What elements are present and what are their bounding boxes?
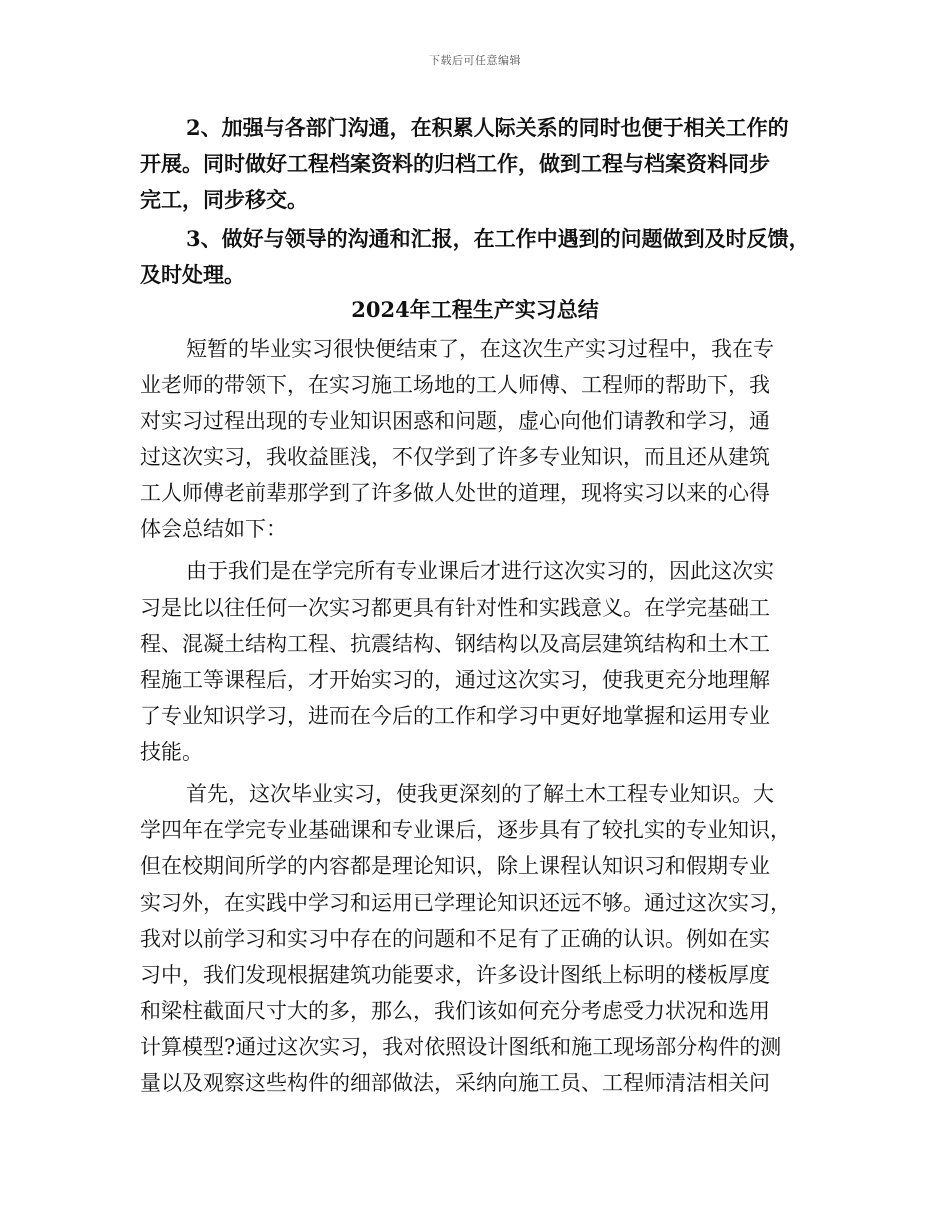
paragraph-line: 实习外，在实践中学习和运用已学理论知识还远不够。通过这次实习，	[140, 891, 791, 915]
paragraph-line: 首先，这次毕业实习，使我更深刻的了解土木工程专业知识。大	[186, 782, 774, 806]
paragraph-line: 程施工等课程后，才开始实习的，通过这次实习，使我更充分地理解	[140, 668, 770, 692]
bold-line-2: 开展。同时做好工程档案资料的归档工作，做到工程与档案资料同步	[140, 151, 770, 176]
bold-line-4: 3、做好与领导的沟通和汇报，在工作中遇到的问题做到及时反馈，	[186, 226, 810, 251]
document-title: 2024年工程生产实习总结	[351, 297, 599, 322]
paragraph-line: 过这次实习，我收益匪浅，不仅学到了许多专业知识，而且还从建筑	[140, 445, 770, 469]
page-header: 下载后可任意编辑	[429, 54, 521, 67]
paragraph-line: 对实习过程出现的专业知识困惑和问题，虚心向他们请教和学习，通	[140, 409, 770, 433]
paragraph-line: 学四年在学完专业基础课和专业课后，逐步具有了较扎实的专业知识，	[140, 818, 791, 842]
paragraph-line: 工人师傅老前辈那学到了许多做人处世的道理，现将实习以来的心得	[140, 481, 770, 505]
paragraph-line: 了专业知识学习，进而在今后的工作和学习中更好地掌握和运用专业	[140, 704, 770, 728]
paragraph-line: 和梁柱截面尺寸大的多，那么，我们该如何充分考虑受力状况和选用	[140, 999, 770, 1023]
paragraph-line: 习中，我们发现根据建筑功能要求，许多设计图纸上标明的楼板厚度	[140, 963, 770, 987]
paragraph-line: 短暂的毕业实习很快便结束了，在这次生产实习过程中，我在专	[186, 337, 774, 361]
paragraph-line: 但在校期间所学的内容都是理论知识，除上课程认知识习和假期专业	[140, 854, 770, 878]
bold-line-1: 2、加强与各部门沟通，在积累人际关系的同时也便于相关工作的	[186, 115, 789, 140]
paragraph-line: 我对以前学习和实习中存在的问题和不足有了正确的认识。例如在实	[140, 927, 770, 951]
paragraph-line: 技能。	[140, 740, 203, 764]
paragraph-line: 由于我们是在学完所有专业课后才进行这次实习的，因此这次实	[186, 559, 774, 583]
paragraph-line: 量以及观察这些构件的细部做法，采纳向施工员、工程师清洁相关问	[140, 1071, 770, 1095]
bold-line-3: 完工，同步移交。	[140, 187, 308, 212]
paragraph-line: 习是比以往任何一次实习都更具有针对性和实践意义。在学完基础工	[140, 596, 770, 620]
paragraph-line: 计算模型?通过这次实习，我对依照设计图纸和施工现场部分构件的测	[140, 1035, 782, 1059]
paragraph-line: 程、混凝土结构工程、抗震结构、钢结构以及高层建筑结构和土木工	[140, 632, 770, 656]
paragraph-line: 业老师的带领下，在实习施工场地的工人师傅、工程师的帮助下，我	[140, 373, 770, 397]
bold-line-5: 及时处理。	[140, 262, 245, 287]
paragraph-line: 体会总结如下：	[140, 517, 287, 541]
